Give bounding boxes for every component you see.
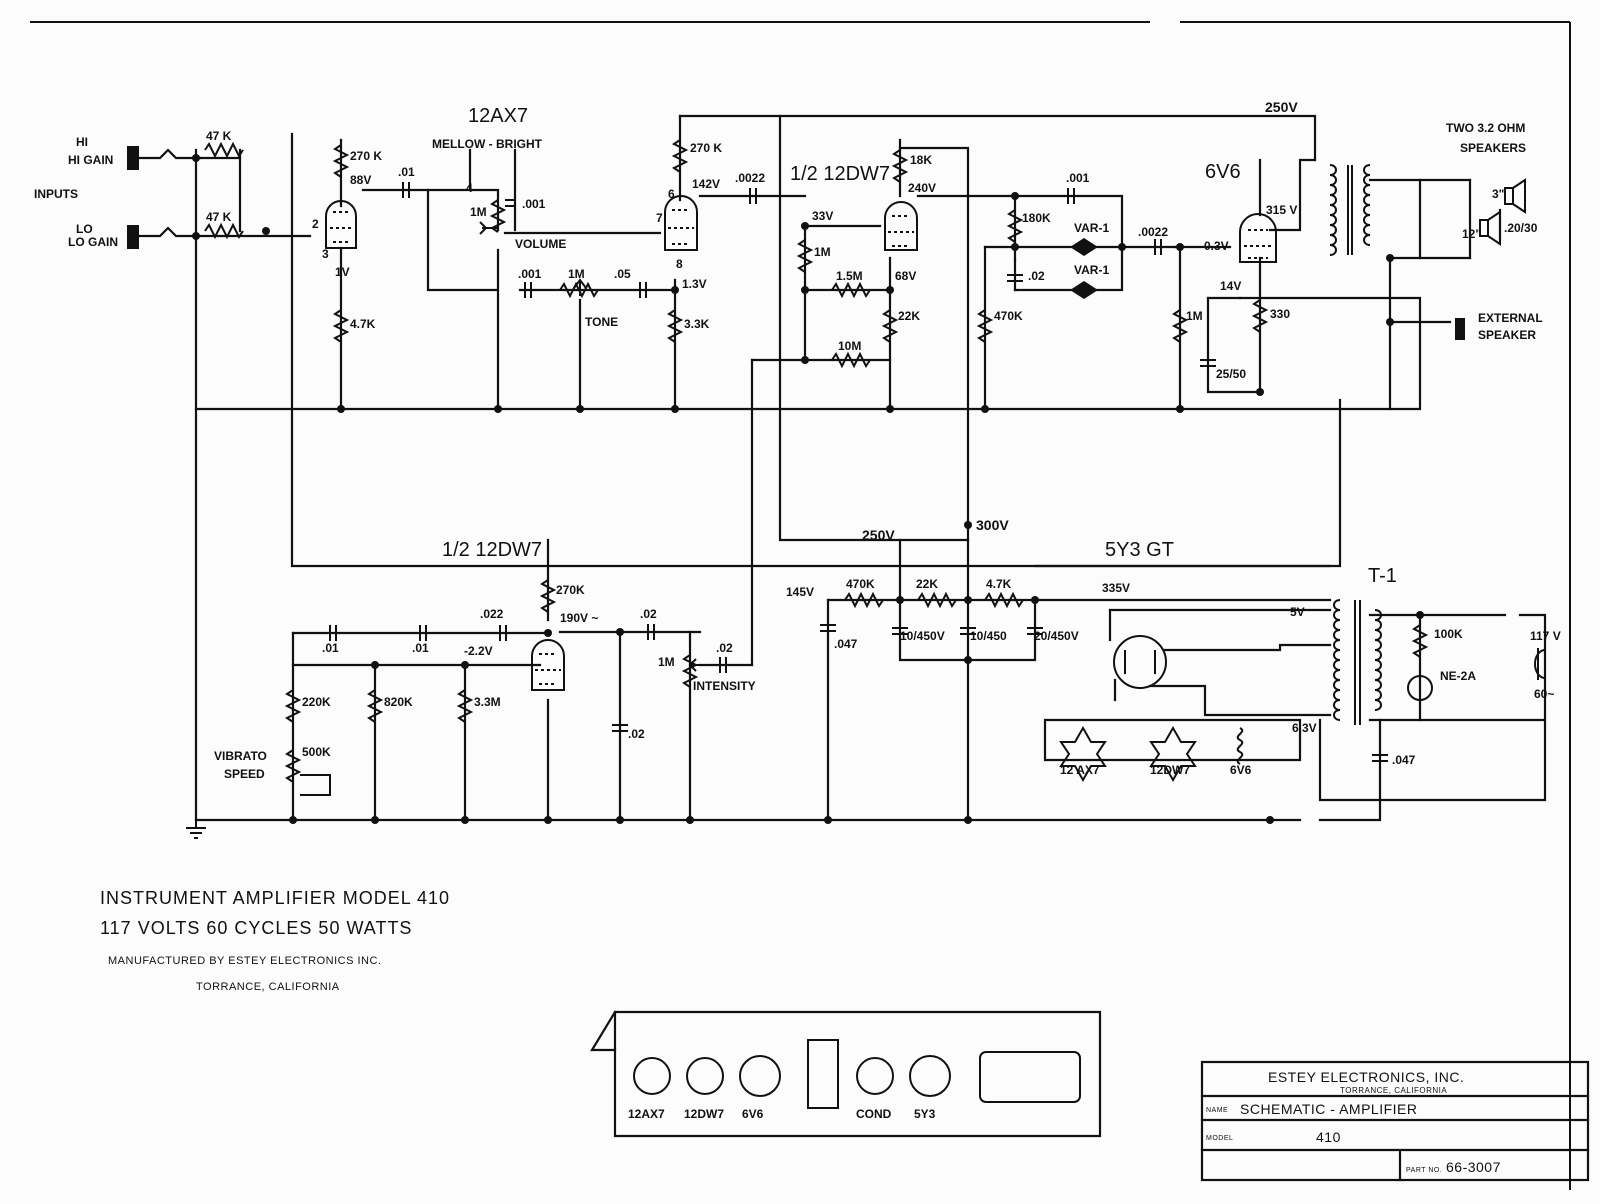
two-speakers-label-2: SPEAKERS	[1460, 141, 1527, 155]
v240: 240V	[908, 181, 937, 195]
c02-a: .02	[1028, 269, 1045, 283]
vibrato-label: VIBRATO	[214, 749, 267, 763]
tube-12dw7-v2	[665, 196, 697, 250]
heater-label-6v6: 6V6	[1230, 763, 1252, 777]
r47k-c: 4.7K	[350, 317, 376, 331]
heater-label-12dw7: 12DW7	[1150, 763, 1191, 777]
c02-d: .02	[716, 641, 733, 655]
r47k-d: 4.7K	[986, 577, 1012, 591]
tube-12ax7-v1	[326, 201, 356, 248]
r47k-a: 47 K	[206, 129, 232, 143]
lo-gain-label: LO GAIN	[68, 235, 118, 249]
v315: 315 V	[1266, 203, 1298, 217]
v13: 1.3V	[682, 277, 707, 291]
r470k-a: 470K	[994, 309, 1023, 323]
strip-label-5y3: 5Y3	[914, 1107, 936, 1121]
tube-6v6	[1240, 214, 1276, 262]
cond-circle	[857, 1058, 893, 1094]
mains-labels	[1434, 627, 1561, 701]
c02-b: .02	[640, 607, 657, 621]
input-jack-hi	[127, 146, 139, 170]
v88: 88V	[350, 173, 372, 187]
speaker-1	[1505, 180, 1525, 212]
speaker-2	[1480, 212, 1500, 244]
output-transformer	[1330, 165, 1370, 255]
hi-gain-label-1: HI	[76, 135, 88, 149]
v33: 33V	[812, 209, 834, 223]
filter-cap-can	[808, 1040, 838, 1108]
speed-label: SPEED	[224, 767, 265, 781]
v14: 14V	[1220, 279, 1242, 293]
v335: 335V	[1102, 581, 1131, 595]
r1m-c: 1M	[1186, 309, 1203, 323]
pin8: 8	[676, 257, 683, 271]
company-city: TORRANCE, CALIFORNIA	[1340, 1086, 1448, 1095]
c0022-a: .0022	[735, 171, 766, 185]
r270k-a: 270 K	[350, 149, 383, 163]
c001-c: .001	[1066, 171, 1090, 185]
part-field-label: PART NO.	[1406, 1167, 1443, 1174]
r1m-tone: 1M	[568, 267, 585, 281]
neon-label: NE-2A	[1440, 669, 1477, 683]
part-field-value: 66-3007	[1446, 1159, 1501, 1175]
c25-50: 25/50	[1216, 367, 1247, 381]
tube-label-6v6: 6V6	[1205, 161, 1241, 183]
two-speakers-label-1: TWO 3.2 OHM	[1446, 121, 1526, 135]
tone-label: TONE	[585, 315, 619, 329]
r180k: 180K	[1022, 211, 1051, 225]
r500k: 500K	[302, 745, 331, 759]
hi-gain-label: HI GAIN	[68, 153, 114, 167]
c01-a: .01	[398, 165, 415, 179]
neon-resistor-label: 100K	[1434, 627, 1463, 641]
title-line-3: MANUFACTURED BY ESTEY ELECTRONICS INC.	[108, 955, 382, 967]
socket-5y3	[910, 1056, 950, 1096]
r47k-b: 47 K	[206, 210, 232, 224]
r18k: 18K	[910, 153, 933, 167]
c20-450: 20/450V	[1034, 629, 1079, 643]
mains-117v-label: 117 V	[1530, 629, 1561, 643]
v300: 300V	[976, 517, 1009, 533]
resistors	[205, 140, 1426, 782]
var-1-label-a: VAR-1	[1074, 221, 1110, 235]
title-line-4: TORRANCE, CALIFORNIA	[196, 981, 340, 993]
var-1-label-b: VAR-1	[1074, 263, 1110, 277]
speaker-3in-label: 3"	[1492, 187, 1505, 201]
control-labels	[214, 137, 1109, 781]
pin3: 3	[322, 247, 329, 261]
v250-top: 250V	[1265, 99, 1298, 115]
v-2-2: -2.2V	[464, 644, 493, 658]
c01-b: .01	[322, 641, 339, 655]
input-labels	[34, 135, 118, 249]
pin2: 2	[312, 217, 319, 231]
v1v: 1V	[335, 265, 350, 279]
v190: 190V ~	[560, 611, 599, 625]
c047-b: .047	[1392, 753, 1416, 767]
r22k-b: 22K	[916, 577, 939, 591]
c01-c: .01	[412, 641, 429, 655]
c022: .022	[480, 607, 504, 621]
v63: 6.3V	[1292, 721, 1317, 735]
tube-label-12ax7: 12AX7	[468, 105, 529, 127]
title-line-2: 117 VOLTS 60 CYCLES 50 WATTS	[100, 918, 413, 938]
company-name: ESTEY ELECTRONICS, INC.	[1268, 1069, 1465, 1085]
tube-5y3-rectifier	[1114, 636, 1166, 688]
inputs-label: INPUTS	[34, 187, 79, 201]
title-line-1: INSTRUMENT AMPLIFIER MODEL 410	[100, 888, 451, 908]
c02-c: .02	[628, 727, 645, 741]
intensity-label: INTENSITY	[693, 679, 756, 693]
tube-label-12dw7-a: 1/2 12DW7	[790, 163, 891, 185]
speaker-12in-label: 12"	[1462, 227, 1482, 241]
mains-hz-label: 60~	[1534, 687, 1555, 701]
c10-450-a: 10/450V	[900, 629, 945, 643]
title-text	[100, 888, 450, 993]
name-field-value: SCHEMATIC - AMPLIFIER	[1240, 1101, 1418, 1117]
r470k-b: 470K	[846, 577, 875, 591]
r15m: 1.5M	[836, 269, 863, 283]
heater-6v6	[1238, 728, 1243, 764]
speaker-labels	[1446, 121, 1543, 342]
strip-label-cond: COND	[856, 1107, 892, 1121]
v5: 5V	[1290, 605, 1305, 619]
mains-plug	[1535, 648, 1545, 680]
r22k-a: 22K	[898, 309, 921, 323]
tube-label-5y3: 5Y3 GT	[1105, 539, 1174, 561]
heater-label-12ax7: 12 AX7	[1060, 763, 1100, 777]
intensity-pot-arrow	[690, 659, 700, 671]
external-speaker-jack	[1455, 318, 1465, 340]
v145: 145V	[786, 585, 815, 599]
v68: 68V	[895, 269, 917, 283]
tube-label-t1: T-1	[1368, 565, 1397, 587]
r220k: 220K	[302, 695, 331, 709]
pin7: 7	[656, 211, 663, 225]
volume-label: VOLUME	[515, 237, 567, 251]
r1m-int: 1M	[658, 655, 675, 669]
r820k: 820K	[384, 695, 413, 709]
r270k-b: 270 K	[690, 141, 723, 155]
c10-450-b: 10/450	[970, 629, 1007, 643]
pin4: 4	[466, 181, 473, 195]
strip-label-12ax7: 12AX7	[628, 1107, 665, 1121]
name-field-label: NAME	[1206, 1107, 1229, 1114]
model-field-value: 410	[1316, 1129, 1341, 1145]
c05: .05	[614, 267, 631, 281]
v250-mid: 250V	[862, 527, 895, 543]
strip-label-12dw7: 12DW7	[684, 1107, 725, 1121]
speed-pot	[300, 775, 330, 795]
external-speaker-label-1: EXTERNAL	[1478, 311, 1543, 325]
v142: 142V	[692, 177, 721, 191]
component-value-labels	[206, 99, 1416, 777]
company-block	[1202, 1062, 1588, 1180]
chassis-layout	[592, 1012, 1100, 1136]
power-transformer	[1334, 600, 1381, 725]
var-1-lower	[1070, 281, 1098, 299]
ground-symbol	[186, 820, 206, 838]
speaker-cap-label: .20/30	[1504, 221, 1538, 235]
c001-b: .001	[518, 267, 542, 281]
v-neg: -0.3V	[1200, 239, 1229, 253]
tube-12dw7-v3	[885, 202, 917, 250]
var-1-upper	[1070, 238, 1098, 256]
socket-12dw7	[687, 1058, 723, 1094]
socket-6v6	[740, 1056, 780, 1096]
input-jack-lo	[127, 225, 139, 249]
r270k-c: 270K	[556, 583, 585, 597]
pin6: 6	[668, 187, 675, 201]
c001-a: .001	[522, 197, 546, 211]
c0022-b: .0022	[1138, 225, 1169, 239]
mellow-bright-label: MELLOW - BRIGHT	[432, 137, 542, 151]
strip-label-6v6: 6V6	[742, 1107, 764, 1121]
transformer-outline	[980, 1052, 1080, 1102]
r1m-vol: 1M	[470, 205, 487, 219]
tube-labels	[442, 105, 1397, 587]
c047-a: .047	[834, 637, 858, 651]
model-field-label: MODEL	[1206, 1135, 1234, 1142]
tube-label-12dw7-b: 1/2 12DW7	[442, 539, 543, 561]
r330: 330	[1270, 307, 1291, 321]
socket-12ax7	[634, 1058, 670, 1094]
external-speaker-label-2: SPEAKER	[1478, 328, 1537, 342]
r1m-b: 1M	[814, 245, 831, 259]
lo-gain-label-1: LO	[76, 222, 93, 236]
r10m: 10M	[838, 339, 862, 353]
r33k: 3.3K	[684, 317, 710, 331]
volume-pot	[480, 222, 498, 234]
r33m: 3.3M	[474, 695, 501, 709]
